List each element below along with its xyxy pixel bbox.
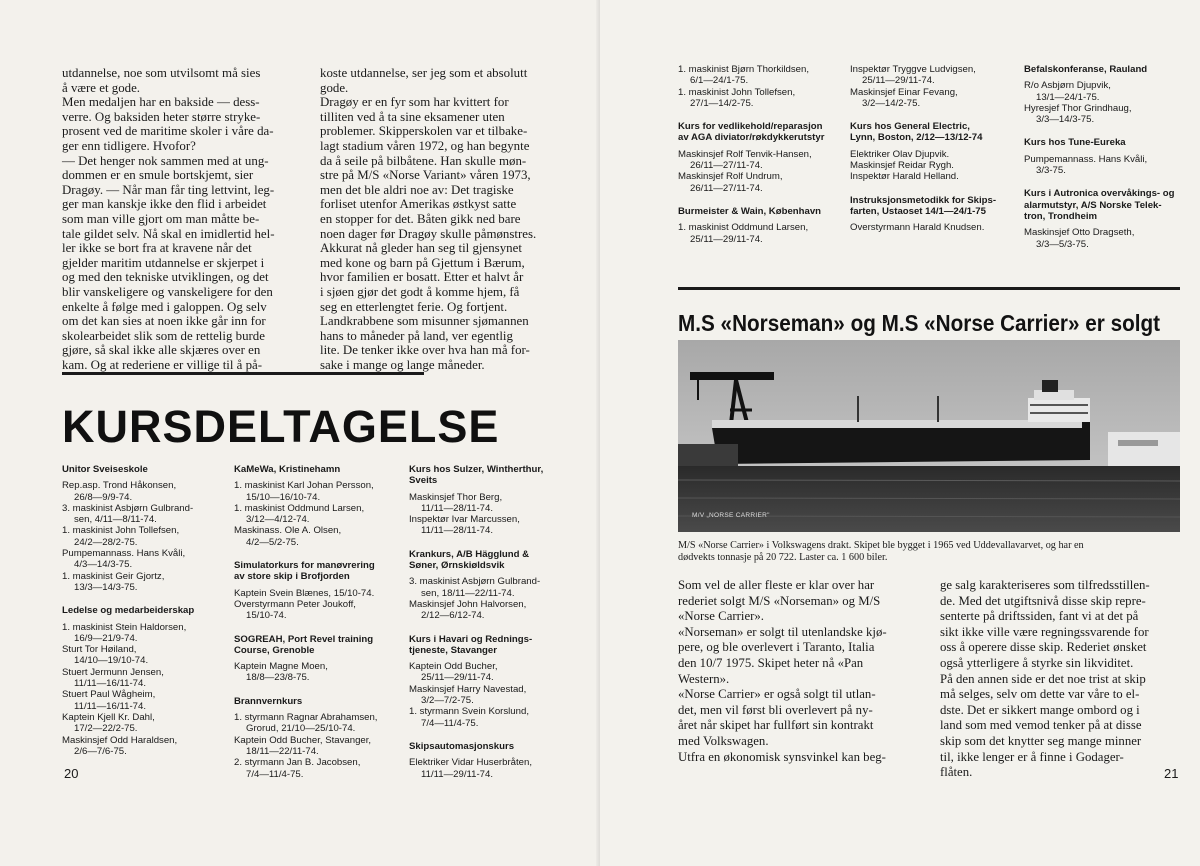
article-text: koste utdannelse, ser jeg som et absolutt gode. Dragøy er en fyr som har kvittert for tilliten ved å ta sine eksamener uten problemer. Skipperskolen var et tilbake- lagt stadium våren 1972, og han begynte da å seile på bilbåtene. Han skulle møn- stre på M/S «Norse Variant» våren 1973, men det ble aldri noe av: Det tragiske forliset utenfor Amerikas østkyst satte en stopper for det. Båten gikk ned bare noen dager før Dragøy skulle påmønstres. Akkurat nå gleder han seg til gjensynet med kone og barn på Gjettum i Bærum, hvor familien er bosatt. Etter et halvt år i sjøen gjør det godt å komme hjem, få seg en etterlengtet ferie. Og fortjent. Landkrabbene som misunner sjømannen hans to måneder på land, ver egentlig lite. De tenker ikke over hva han må for- sake i mange og lange måneder. [320, 66, 537, 372]
course-title: Burmeister & Wain, København [678, 205, 822, 217]
course-block [678, 121, 856, 194]
participant-entry: Elektriker Olav Djupvik. [850, 148, 950, 160]
participant-entry: 1. maskinist Oddmund Larsen, 3/12—4/12-74. [234, 502, 365, 526]
participant-entry: R/o Asbjørn Djupvik, 13/1—24/1-75. [1024, 80, 1111, 103]
participant-entry: Kaptein Svein Blænes, 15/10-74. [234, 587, 375, 599]
article-headline: M.S «Norseman» og M.S «Norse Carrier» er solgt [678, 310, 1161, 336]
course-block [62, 605, 222, 757]
article-column-1 [678, 578, 928, 765]
course-block [678, 206, 856, 245]
article-text: ge salg karakteriseres som tilfredsstillen- de. Med det utgiftsnivå disse skip repre- senterte på driftssiden, fant vi at det på sikt ikke ville være regningssvarende for oss å operere disse skip. Rederiet ønsket også ytterligere å styrke sin likviditet. På den annen side er det noe trist at skip må selges, selv om dette var våre to el- dste. Det er sikkert mange ombord og i land som med vemod tenker på at disse skip som det knytter seg mange minner til, ikke lenger er å finne i Godager- flåten. [940, 578, 1150, 780]
course-block [678, 64, 856, 109]
course-block [1024, 64, 1200, 125]
participant-entry: Pumpemannass. Hans Kvåli, 3/3-75. [1024, 153, 1148, 177]
course-column-1 [62, 464, 222, 769]
participant-entry: Pumpemannass. Hans Kvåli, 4/3—14/3-75. [62, 548, 186, 571]
participant-entry: Maskinsjef Rolf Undrum, 26/11—27/11-74. [678, 171, 783, 194]
participant-entry: Inspektør Tryggve Ludvigsen, 25/11—29/11-74. [850, 64, 976, 87]
course-title: Instruksjonsmetodikk for Skips- farten, Ustaoset 14/1—24/1-75 [850, 194, 997, 217]
course-column-2 [850, 64, 1028, 246]
course-block [409, 464, 581, 537]
course-title: Skipsautomasjonskurs [409, 740, 515, 752]
participant-entry: Rep.asp. Trond Håkonsen, 26/8—9/9-74. [62, 480, 177, 503]
participant-entry: Kaptein Magne Moen, 18/8—23/8-75. [234, 661, 328, 684]
course-block [409, 549, 581, 622]
article-column-2 [320, 66, 572, 372]
participant-entry: Stuert Jermunn Jensen, 11/11—16/11-74. [62, 666, 164, 690]
participant-entry: Sturt Tor Høiland, 14/10—19/10-74. [62, 644, 149, 667]
course-column-2 [234, 464, 406, 792]
participant-entry: Maskinsjef Thor Berg, 11/11—28/11-74. [409, 491, 503, 514]
participant-entry: 1. maskinist Oddmund Larsen, 25/11—29/11-74. [678, 222, 809, 245]
course-block [850, 121, 1028, 182]
course-block [62, 464, 222, 593]
participant-entry: 3. maskinist Asbjørn Gulbrand- sen, 4/11—8/11-74. [62, 502, 194, 526]
course-block [409, 741, 581, 780]
participant-entry: Inspektør Harald Helland. [850, 171, 959, 183]
course-column-3 [409, 464, 581, 792]
course-block [234, 634, 406, 684]
participant-entry: Maskinsjef Rolf Tenvik-Hansen, 26/11—27/11-74. [678, 148, 812, 172]
course-block [1024, 188, 1200, 249]
course-block [234, 464, 406, 548]
ship-photo [678, 340, 1180, 532]
participant-entry: Kaptein Odd Bucher, 25/11—29/11-74. [409, 661, 498, 684]
course-title: Unitor Sveiseskole [62, 464, 148, 475]
participant-entry: 1. maskinist Stein Haldorsen, 16/9—21/9-74. [62, 621, 187, 644]
participant-entry: 1. maskinist John Tollefsen, 27/1—14/2-75. [678, 86, 796, 109]
course-block [850, 64, 1028, 109]
course-block [234, 696, 406, 780]
participant-entry: 1. styrmann Ragnar Abrahamsen, Grorud, 21/10—25/10-74. [234, 712, 378, 735]
participant-entry: Maskinsjef Einar Fevang, 3/2—14/2-75. [850, 86, 958, 109]
participant-entry: Maskinsjef John Halvorsen, 2/12—6/12-74. [409, 598, 527, 622]
participant-entry: Maskinsjef Otto Dragseth, 3/3—5/3-75. [1024, 227, 1135, 250]
course-title: Krankurs, A/B Hägglund & Søner, Ørnskiøldsvik [409, 548, 530, 572]
article-text: utdannelse, noe som utvilsomt må sies å være et gode. Men medaljen har en bakside — dess- verre. Og baksiden heter større stryke- prosent ved de maritime skoler i våre da- ger enn tidligere. Hvofor? — Det henger nok sammen med at ung- dommen er en smule bortskjemt, sier Dragøy. — Når man får ting lettvint, leg- ger man kanskje ikke den flid i arbeidet som man ville gjort om man måtte be- tale gildet selv. Nå skal en imidlertid hel- ler ikke se bort fra at kravene når det gjelder maritim utdannelse er skjerpet i og med den tekniske utviklingen, og det blir vanskeligere og vanskeligere for den enkelte å følge med i galoppen. Og selv om det kan sies at noen ikke går inn for skolearbeidet slik som de rettelig burde gjøre, så skal ikke alle skjæres over en kam. Og at rederiene er villige til å på- [62, 66, 275, 372]
course-title: Simulatorkurs for manøvrering av store skip i Brofjorden [234, 560, 375, 583]
course-title: Kurs hos General Electric, Lynn, Boston, 2/12—13/12-74 [850, 121, 983, 144]
course-title: Kurs i Autronica overvåkings- og alarmutstyr, A/S Norske Telek- tron, Trondheim [1024, 188, 1175, 222]
page-number: 20 [64, 766, 79, 781]
course-block [409, 634, 581, 729]
article-column-1 [62, 66, 312, 372]
course-title: Ledelse og medarbeiderskap [62, 605, 195, 617]
course-title: Kurs for vedlikehold/reparasjon av AGA diviator/røkdykkerutstyr [678, 121, 825, 144]
participant-entry: 3. maskinist Asbjørn Gulbrand- sen, 18/11—22/11-74. [409, 576, 541, 599]
participant-entry: Inspektør Ivar Marcussen, 11/11—28/11-74. [409, 514, 520, 537]
course-block [1024, 137, 1200, 176]
course-title: KaMeWa, Kristinehamn [234, 464, 341, 475]
article-column-2 [940, 578, 1190, 781]
course-title: Kurs i Havari og Rednings- tjeneste, Stavanger [409, 633, 533, 656]
course-title: Befalskonferanse, Rauland [1024, 64, 1148, 75]
headline-rule [678, 287, 1180, 290]
participant-entry: 1. maskinist Geir Gjortz, 13/3—14/3-75. [62, 570, 165, 593]
participant-entry: Overstyrmann Harald Knudsen. [850, 222, 985, 234]
participant-entry: Maskinsjef Odd Haraldsen, 2/6—7/6-75. [62, 734, 178, 757]
participant-entry: Elektriker Vidar Huserbråten, 11/11—29/11-74. [409, 757, 532, 780]
participant-entry: 1. maskinist John Tollefsen, 24/2—28/2-75. [62, 525, 180, 548]
participant-entry: 1. maskinist Bjørn Thorkildsen, 6/1—24/1-75. [678, 64, 809, 87]
course-block [850, 195, 1028, 234]
page-number: 21 [1164, 766, 1179, 781]
participant-entry: Overstyrmann Peter Joukoff, 15/10-74. [234, 598, 356, 622]
section-rule [62, 372, 424, 375]
photo-caption: M/S «Norse Carrier» i Volkswagens drakt. Skipet ble bygget i 1965 ved Uddevallavarvet, og har en dødvekts tonnasje på 20 722. Laster ca. 1 600 biler. [678, 540, 1084, 563]
participant-entry: Stuert Paul Wågheim, 11/11—16/11-74. [62, 689, 156, 712]
course-title: SOGREAH, Port Revel training Course, Grenoble [234, 633, 374, 656]
participant-entry: Maskinsjef Reidar Rygh. [850, 160, 954, 172]
course-block [234, 560, 406, 621]
course-title: Kurs hos Sulzer, Wintherthur, Sveits [409, 464, 544, 487]
participant-entry: Kaptein Odd Bucher, Stavanger, 18/11—22/11-74. [234, 734, 372, 757]
participant-entry: 1. maskinist Karl Johan Persson, 15/10—16/10-74. [234, 480, 374, 503]
participant-entry: Hyresjef Thor Grindhaug, 3/3—14/3-75. [1024, 102, 1132, 126]
ship-photo-image [678, 340, 1180, 532]
course-title: Kurs hos Tune-Eureka [1024, 137, 1126, 149]
section-title: KURSDELTAGELSE [62, 401, 500, 452]
course-title: Brannvernkurs [234, 695, 303, 707]
photo-label: M/V „NORSE CARRIER" [692, 512, 770, 519]
participant-entry: 1. styrmann Svein Korslund, 7/4—11/4-75. [409, 706, 529, 729]
participant-entry: 2. styrmann Jan B. Jacobsen, 7/4—11/4-75. [234, 757, 361, 780]
course-column-1 [678, 64, 856, 257]
course-column-3 [1024, 64, 1200, 262]
participant-entry: Kaptein Kjell Kr. Dahl, 17/2—22/2-75. [62, 711, 155, 735]
participant-entry: Maskinass. Ole A. Olsen, 4/2—5/2-75. [234, 525, 342, 548]
participant-entry: Maskinsjef Harry Navestad, 3/2—7/2-75. [409, 683, 527, 707]
article-text: Som vel de aller fleste er klar over har rederiet solgt M/S «Norseman» og M/S «Norse Carrier». «Norseman» er solgt til utenlandske kjø- pere, og ble overlevert i Taranto, Italia den 10/7 1975. Skipet heter nå «Pan Western». «Norse Carrier» er også solgt til utlan- det, men vil først bli overlevert på ny- året når skipet har fullført sin kontrakt med Volkswagen. Utfra en økonomisk synsvinkel kan beg- [678, 578, 887, 764]
